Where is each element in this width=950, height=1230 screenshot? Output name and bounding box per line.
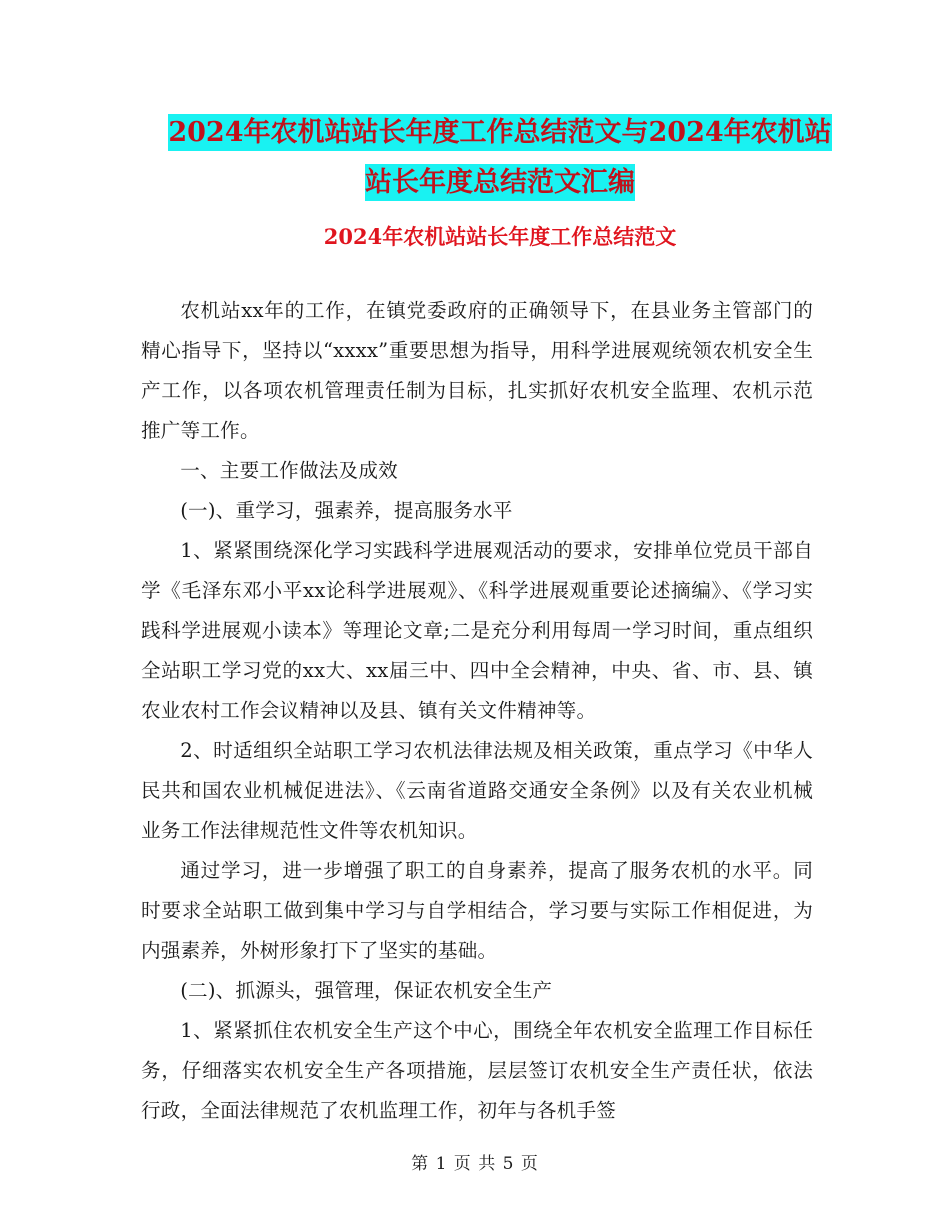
heading-main-work: 一、主要工作做法及成效: [180, 459, 398, 482]
document-title-line1: 2024年农机站站长年度工作总结范文与2024年农机站: [168, 114, 831, 151]
subheading-safety: (二)、抓源头，强管理，保证农机安全生产: [180, 979, 553, 1002]
subheading-study: (一)、重学习，强素养，提高服务水平: [180, 499, 513, 522]
paragraph-study-1: 1、紧紧围绕深化学习实践科学进展观活动的要求，安排单位党员干部自学《毛泽东邓小平xx论科学进展观》、《科学进展观重要论述摘编》、《学习实践科学进展观小读本》等理论文章;二是充分利用每周一学习时间，重点组织全站职工学习党的xx大、xx届三中、四中全会精神，中央、省、市、县、镇农业农村工作会议精神以及县、镇有关文件精神等。: [141, 539, 813, 722]
paragraph-study-2: 2、时适组织全站职工学习农机法律法规及相关政策，重点学习《中华人民共和国农业机械促进法》、《云南省道路交通安全条例》以及有关农业机械业务工作法律规范性文件等农机知识。: [141, 739, 813, 842]
section-title: 2024年农机站站长年度工作总结范文: [323, 224, 677, 249]
paragraph-safety-1: 1、紧紧抓住农机安全生产这个中心，围绕全年农机安全监理工作目标任务，仔细落实农机安全生产各项措施，层层签订农机安全生产责任状，依法行政，全面法律规范了农机监理工作，初年与各机手签: [141, 1019, 813, 1122]
page-number-footer: 第 1 页 共 5 页: [411, 1154, 539, 1174]
document-title: [140, 108, 860, 208]
document-title-line2: 站长年度总结范文汇编: [365, 164, 635, 201]
paragraph-intro: 农机站xx年的工作，在镇党委政府的正确领导下，在县业务主管部门的精心指导下，坚持以“xxxx”重要思想为指导，用科学进展观统领农机安全生产工作，以各项农机管理责任制为目标，扎实抓好农机安全监理、农机示范推广等工作。: [141, 299, 813, 442]
document-body: [141, 291, 813, 1131]
paragraph-study-result: 通过学习，进一步增强了职工的自身素养，提高了服务农机的水平。同时要求全站职工做到集中学习与自学相结合，学习要与实际工作相促进，为内强素养，外树形象打下了坚实的基础。: [141, 859, 813, 962]
